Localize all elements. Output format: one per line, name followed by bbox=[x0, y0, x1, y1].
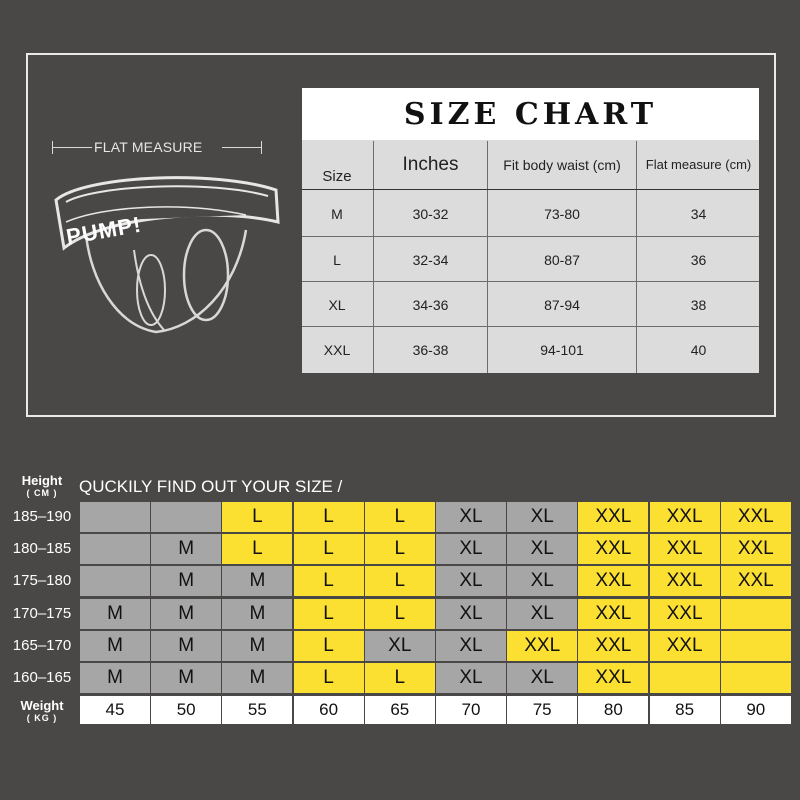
size-grid-cell: M bbox=[222, 566, 292, 596]
flat-cell: 40 bbox=[690, 341, 707, 358]
size-grid-cell: L bbox=[222, 534, 292, 564]
size-grid-cell: M bbox=[222, 663, 292, 693]
size-grid-cell bbox=[721, 631, 791, 661]
height-axis-label bbox=[6, 473, 78, 498]
size-grid-cell: M bbox=[80, 631, 150, 661]
size-grid-cell: XXL bbox=[721, 534, 791, 564]
weight-cell: 70 bbox=[436, 696, 506, 724]
size-grid-cell: L bbox=[294, 534, 364, 564]
size-grid-cell: L bbox=[294, 566, 364, 596]
header-size: Size bbox=[322, 168, 352, 185]
size-grid-cell: L bbox=[365, 663, 435, 693]
flat-measure-indicator bbox=[52, 139, 262, 157]
size-grid-cell: M bbox=[80, 599, 150, 629]
size-grid-cell bbox=[721, 663, 791, 693]
header-flat-measure: Flat measure (cm) bbox=[645, 157, 752, 172]
weight-label: Weight bbox=[20, 698, 64, 713]
measure-line-left bbox=[52, 147, 92, 148]
height-row-label: 160–165 bbox=[12, 669, 72, 686]
inches-cell: 32-34 bbox=[412, 251, 449, 268]
height-row-label: 170–175 bbox=[12, 604, 72, 622]
flat-cell: 38 bbox=[690, 296, 707, 313]
size-grid-cell: L bbox=[365, 534, 435, 564]
size-grid-cell: XXL bbox=[721, 502, 791, 532]
size-grid-cell: XXL bbox=[578, 502, 648, 532]
size-chart-table bbox=[302, 88, 759, 373]
height-label: Height bbox=[21, 473, 63, 488]
inches-cell: 34-36 bbox=[412, 296, 449, 313]
size-grid-cell: XXL bbox=[650, 566, 720, 596]
flat-measure-label: FLAT MEASURE bbox=[94, 139, 203, 155]
height-row-label: 175–180 bbox=[12, 572, 72, 590]
inches-cell: 36-38 bbox=[412, 341, 449, 358]
weight-cell: 45 bbox=[80, 696, 150, 724]
size-grid-cell bbox=[650, 663, 720, 693]
size-grid-cell: XXL bbox=[578, 631, 648, 661]
size-grid-cell bbox=[80, 534, 150, 564]
height-row-label: 165–170 bbox=[12, 636, 72, 654]
size-grid-cell: M bbox=[151, 599, 221, 629]
finder-title: QUCKILY FIND OUT YOUR SIZE / bbox=[79, 477, 343, 496]
size-grid-cell: M bbox=[151, 534, 221, 564]
height-row-label: 180–185 bbox=[12, 540, 72, 558]
weight-cell: 90 bbox=[721, 696, 791, 724]
size-cell: M bbox=[331, 205, 343, 222]
size-grid-cell: L bbox=[365, 502, 435, 532]
size-grid-cell: XL bbox=[507, 663, 577, 693]
size-grid-cell: XL bbox=[436, 502, 506, 532]
weight-cell: 55 bbox=[222, 696, 292, 724]
weight-axis-label bbox=[6, 698, 78, 723]
size-grid-cell: XXL bbox=[650, 502, 720, 532]
size-grid-cell: L bbox=[365, 599, 435, 629]
weight-cell: 80 bbox=[578, 696, 648, 724]
size-grid-cell: M bbox=[151, 566, 221, 596]
weight-cell: 75 bbox=[507, 696, 577, 724]
size-grid-cell: XXL bbox=[578, 566, 648, 596]
size-cell: L bbox=[333, 251, 341, 268]
size-grid-cell: L bbox=[294, 663, 364, 693]
divider bbox=[302, 189, 759, 190]
size-chart-title: SIZE CHART bbox=[302, 88, 759, 140]
size-grid-cell: L bbox=[365, 566, 435, 596]
size-grid-cell: M bbox=[151, 631, 221, 661]
size-grid-cell: L bbox=[294, 502, 364, 532]
waist-cell: 80-87 bbox=[544, 251, 580, 268]
size-grid-cell bbox=[721, 599, 791, 629]
weight-unit: ( KG ) bbox=[26, 713, 58, 723]
height-unit: ( CM ) bbox=[26, 488, 58, 498]
size-grid-cell: XL bbox=[365, 631, 435, 661]
waist-cell: 94-101 bbox=[540, 341, 584, 358]
size-grid-cell: XXL bbox=[578, 663, 648, 693]
size-grid-cell: XL bbox=[507, 502, 577, 532]
size-grid-cell bbox=[80, 566, 150, 596]
header-inches: Inches bbox=[402, 153, 459, 175]
size-grid-cell: M bbox=[222, 631, 292, 661]
size-grid-cell: L bbox=[294, 631, 364, 661]
size-grid-cell: XXL bbox=[507, 631, 577, 661]
size-chart-grid bbox=[302, 141, 759, 373]
measure-line-right bbox=[222, 147, 262, 148]
size-grid-cell: XXL bbox=[721, 566, 791, 596]
size-cell: XL bbox=[328, 296, 346, 313]
size-grid-cell: L bbox=[222, 502, 292, 532]
size-grid-cell: XL bbox=[507, 566, 577, 596]
header-fit-waist: Fit body waist (cm) bbox=[503, 156, 621, 173]
flat-cell: 36 bbox=[690, 251, 707, 268]
size-grid-cell: M bbox=[80, 663, 150, 693]
size-grid-cell bbox=[80, 502, 150, 532]
waist-cell: 87-94 bbox=[544, 296, 580, 313]
weight-cell: 50 bbox=[151, 696, 221, 724]
height-row-label: 185–190 bbox=[12, 508, 72, 525]
size-grid-cell: XL bbox=[436, 631, 506, 661]
weight-cell: 85 bbox=[650, 696, 720, 724]
measure-tick-right bbox=[261, 141, 262, 154]
size-grid-cell: M bbox=[222, 599, 292, 629]
size-grid-cell: XL bbox=[507, 599, 577, 629]
size-grid-cell: XL bbox=[436, 663, 506, 693]
size-grid-cell: XL bbox=[507, 534, 577, 564]
weight-cell: 60 bbox=[294, 696, 364, 724]
flat-cell: 34 bbox=[690, 205, 707, 222]
weight-cell: 65 bbox=[365, 696, 435, 724]
inches-cell: 30-32 bbox=[412, 205, 449, 222]
size-grid-cell: XXL bbox=[650, 534, 720, 564]
size-grid-cell: XL bbox=[436, 599, 506, 629]
brand-logo: PUMP! bbox=[64, 211, 144, 250]
size-grid-cell: XL bbox=[436, 534, 506, 564]
size-grid-cell: XL bbox=[436, 566, 506, 596]
size-cell: XXL bbox=[323, 341, 351, 358]
size-grid-cell: XXL bbox=[650, 599, 720, 629]
size-grid-cell: XXL bbox=[578, 534, 648, 564]
divider bbox=[636, 141, 637, 373]
size-grid-cell: L bbox=[294, 599, 364, 629]
waist-cell: 73-80 bbox=[544, 205, 580, 222]
size-grid-cell bbox=[151, 502, 221, 532]
size-grid-cell: XXL bbox=[650, 631, 720, 661]
size-grid-cell: M bbox=[151, 663, 221, 693]
garment-illustration bbox=[46, 160, 296, 350]
size-grid-cell: XXL bbox=[578, 599, 648, 629]
